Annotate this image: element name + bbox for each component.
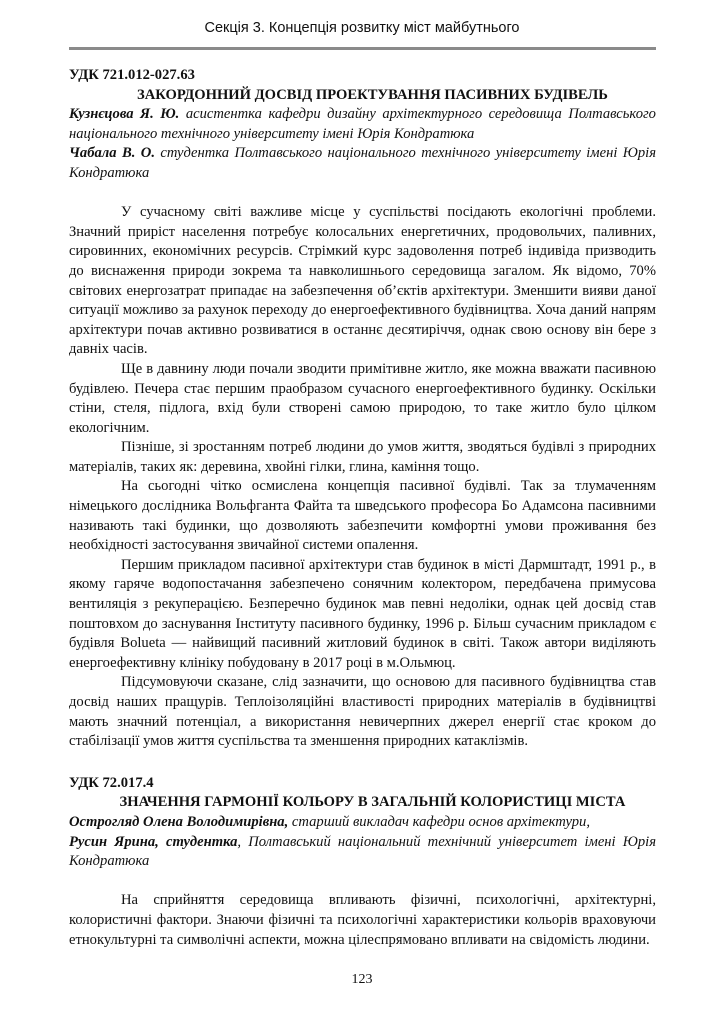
body-paragraph: Пізніше, зі зростанням потреб людини до умов життя, зводяться будівлі з природних матеріалів, таких як: деревина, хвойні гілки, глина, каміння тощо. xyxy=(69,439,656,475)
article-title: ЗАКОРДОННИЙ ДОСВІД ПРОЕКТУВАННЯ ПАСИВНИХ БУДІВЕЛЬ xyxy=(137,86,608,103)
author-affiliation: студентка Полтавського національного технічного університету імені Юрія Кондратюка xyxy=(69,145,657,181)
author-name: Русин Ярина, студентка xyxy=(69,833,238,850)
body-paragraph: У сучасному світі важливе місце у суспільстві посідають екологічні проблеми. Значний приріст населення потребує колосальних енергетичних, продовольчих, паливних, сировинних, економічних ресурсів. Стрімкий курс задоволення потреб індивіда призводить до виснаження природи зокрема та навколишнього середовища загалом. Як відомо, 70% світових енергозатрат припадає на забезпечення об’єктів архітектури. Зменшити вияви даної ситуації можливо за рахунок переходу до енергоефективного будівництва. Хоча даний напрям архітектури почав активно розвиватися в останнє десятиріччя, однак свою основу він бере з давніх часів. xyxy=(69,204,656,358)
author-entry xyxy=(69,105,656,144)
page-body xyxy=(69,66,656,950)
author-affiliation: старший викладач кафедри основ архітектури, xyxy=(288,813,590,830)
author-name: Чабала В. О. xyxy=(69,145,155,162)
running-head: Секція 3. Концепція розвитку міст майбутнього xyxy=(204,20,520,36)
author-name: Острогляд Олена Володимирівна, xyxy=(69,813,289,830)
author-affiliation: , Полтавський національний технічний університет імені Юрія Кондратюка xyxy=(69,833,656,870)
udk-code: УДК 721.012-027.63 xyxy=(69,67,195,83)
body-paragraph: Підсумовуючи сказане, слід зазначити, що основою для пасивного будівництва став досвід наших пращурів. Теплоізоляційні властивості природних матеріалів в будівництві мають значний потенціал, а використання невичерпних джерел енергії стає кроком до стабілізації умов життя суспільства та зменшення природних катаклізмів. xyxy=(69,674,656,750)
article-title: ЗНАЧЕННЯ ГАРМОНІЇ КОЛЬОРУ В ЗАГАЛЬНІЙ КОЛОРИСТИЦІ МІСТА xyxy=(119,794,626,811)
author-entry xyxy=(69,833,656,872)
body-paragraph: На сьогодні чітко осмислена концепція пасивної будівлі. Так за тлумаченням німецького дослідника Вольфганта Файта та шведського професора Бо Адамсона пасивними називають такі будинки, що дозволяють забезпечити комфортні умови проживання без необхідності застосування звичайної системи опалення. xyxy=(69,478,656,554)
page-number: 123 xyxy=(351,972,373,987)
body-paragraph: Першим прикладом пасивної архітектури став будинок в місті Дармштадт, 1991 р., в якому гаряче водопостачання забезпечено сонячним колектором, передбачена примусова вентиляція з рекуперацією. Безперечно будинок мав певні недоліки, однак цей досвід став поштовхом до заснування Інституту пасивного будинку, 1996 р. Більш сучасним прикладом є будівля Bolueta — найвищий пасивний житловий будинок в світі. Також автори виділяють енергоефективну клініку побудовану в 2017 році в м.Ольмюц. xyxy=(69,556,656,671)
author-affiliation: асистентка кафедри дизайну архітектурного середовища Полтавського національного технічного університету імені Юрія Кондратюка xyxy=(69,106,656,142)
header-divider xyxy=(69,47,656,50)
author-entry xyxy=(69,144,656,183)
udk-code: УДК 72.017.4 xyxy=(69,774,154,791)
author-name: Кузнєцова Я. Ю. xyxy=(69,106,180,123)
article-1 xyxy=(69,66,656,752)
article-2 xyxy=(69,774,656,950)
body-paragraph: Ще в давнину люди почали зводити примітивне житло, яке можна вважати пасивною будівлею. Печера стає першим праобразом сучасного енергоефективного будинку. Оскільки стіни, стеля, підлога, вхід були створені самою природою, то таке житло було цілком екологічним. xyxy=(69,360,656,436)
body-paragraph: На сприйняття середовища впливають фізичні, психологічні, архітектурні, колористичні фактори. Знаючи фізичні та психологічні характеристики кольорів враховуючи етнокультурні та символічні аспекти, можна цілеспрямовано впливати на свідомість людини. xyxy=(69,892,656,948)
author-entry xyxy=(69,813,656,833)
